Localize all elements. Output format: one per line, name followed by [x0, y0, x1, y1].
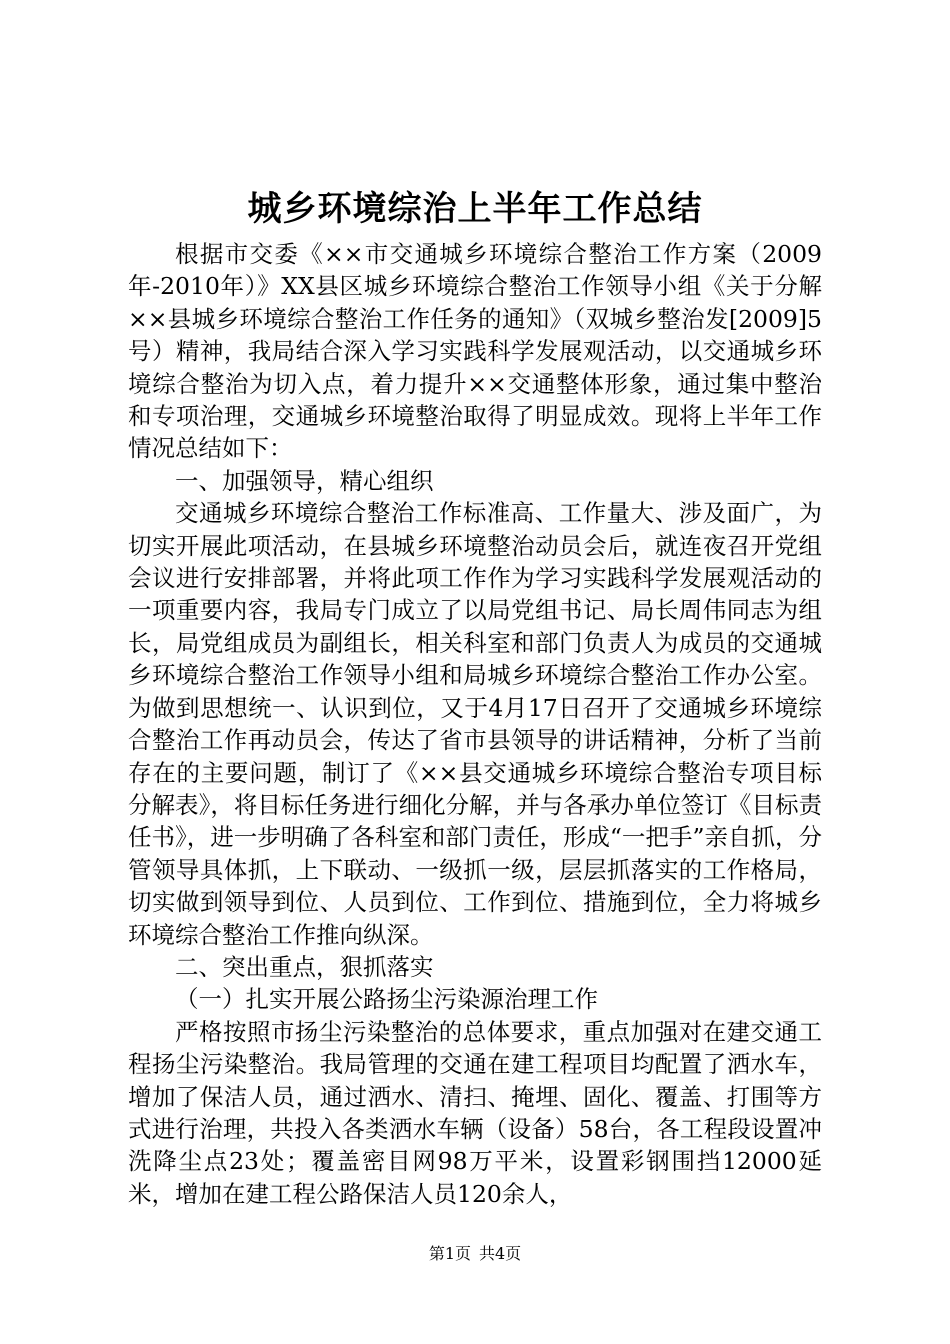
paragraph-intro: 根据市交委《××市交通城乡环境综合整治工作方案（2009年-2010年）》XX县区城乡环境综合整治工作领导小组《关于分解××县城乡环境综合整治工作任务的通知》（双城乡整治发[2009]5号）精神，我局结合深入学习实践科学发展观活动，以交通城乡环境综合整治为切入点，着力提升××交通整体形象，通过集中整治和专项治理，交通城乡环境整治取得了明显成效。现将上半年工作情况总结如下：	[128, 240, 822, 463]
document-title: 城乡环境综治上半年工作总结	[247, 189, 703, 229]
page-footer	[0, 1244, 950, 1264]
page-total: 共4页	[479, 1244, 522, 1263]
paragraph-dust-control: 严格按照市扬尘污染整治的总体要求，重点加强对在建交通工程扬尘污染整治。我局管理的交通在建工程项目均配置了洒水车，增加了保洁人员，通过洒水、清扫、掩埋、固化、覆盖、打围等方式进行治理，共投入各类洒水车辆（设备）58台，各工程段设置冲洗降尘点23处；覆盖密目网98万平米，设置彩钢围挡12000延米，增加在建工程公路保洁人员120余人，	[128, 1017, 822, 1208]
document-body	[128, 238, 822, 1210]
paragraph-leadership: 交通城乡环境综合整治工作标准高、工作量大、涉及面广，为切实开展此项活动，在县城乡环境整治动员会后，就连夜召开党组会议进行安排部署，并将此项工作作为学习实践科学发展观活动的一项重要内容，我局专门成立了以局党组书记、局长周伟同志为组长，局党组成员为副组长，相关科室和部门负责人为成员的交通城乡环境综合整治工作领导小组和局城乡环境综合整治工作办公室。为做到思想统一、认识到位，又于4月17日召开了交通城乡环境综合整治工作再动员会，传达了省市县领导的讲话精神，分析了当前存在的主要问题，制订了《××县交通城乡环境综合整治专项目标分解表》，将目标任务进行细化分解，并与各承办单位签订《目标责任书》，进一步明确了各科室和部门责任，形成“一把手”亲自抓，分管领导具体抓，上下联动、一级抓一级，层层抓落实的工作格局，切实做到领导到位、人员到位、工作到位、措施到位，全力将城乡环境综合整治工作推向纵深。	[128, 499, 822, 949]
subsection-heading-1: （一）扎实开展公路扬尘污染源治理工作	[175, 985, 598, 1014]
section-heading-2: 二、突出重点，狠抓落实	[175, 952, 434, 981]
page-number: 第1页	[428, 1244, 471, 1263]
section-heading-1: 一、加强领导，精心组织	[175, 466, 434, 495]
